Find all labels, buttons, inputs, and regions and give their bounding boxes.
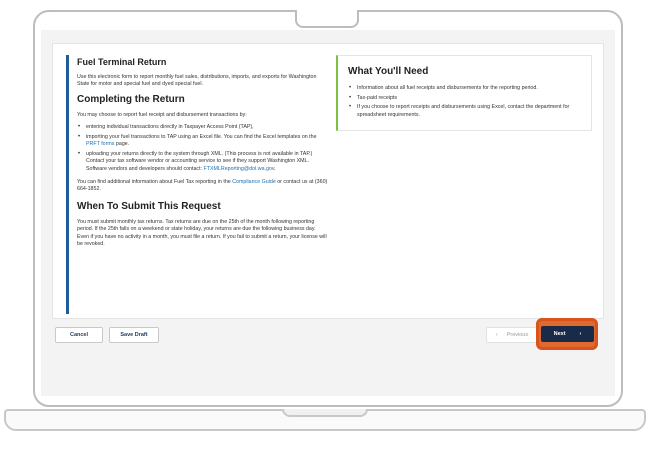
previous-button[interactable]	[486, 327, 538, 343]
form-card	[52, 43, 604, 319]
list-item	[77, 134, 328, 148]
previous-label: Previous	[506, 332, 529, 338]
needs-list	[348, 85, 591, 119]
cancel-button[interactable]: Cancel	[55, 327, 103, 343]
additional-info-text: You can find additional information about Fuel Tax reporting in the	[77, 178, 233, 185]
list-item-text: entering individual transactions directly in Taxpayer Access Point (TAP),	[86, 123, 254, 130]
compliance-guide-link[interactable]: Compliance Guide	[232, 178, 276, 185]
list-item: • Tax-paid receipts	[348, 95, 591, 102]
list-item: • Information about all fuel receipts and disbursements for the reporting period.	[348, 85, 591, 92]
submit-heading: When To Submit This Request	[77, 201, 221, 213]
needs-heading: What You'll Need	[348, 66, 429, 77]
intro-text: Use this electronic form to report monthly fuel sales, distributions, imports, and exports for Washington State for motor and special fuel and dyed special fuel.	[77, 74, 317, 88]
completing-intro: You may choose to report fuel receipt and disbursement transactions by:	[77, 112, 247, 119]
chevron-left-icon: ‹	[495, 332, 498, 338]
list-item-text: page.	[114, 141, 130, 148]
instructions-panel	[66, 55, 328, 314]
page-title: Fuel Terminal Return	[77, 57, 167, 67]
additional-info	[77, 179, 328, 193]
additional-info-text: or contact us at (360) 664-1852.	[77, 178, 328, 193]
what-youll-need-panel	[336, 55, 592, 131]
next-label: Next	[553, 331, 566, 337]
completing-heading: Completing the Return	[77, 94, 185, 106]
list-item-text: importing your fuel transactions to TAP using an Excel file. You can find the Excel templates on the	[86, 133, 317, 140]
submit-text: You must submit monthly tax returns. Tax returns are due on the 25th of the month following reporting period. If the 25th falls on a weekend or state holiday, your returns are due the following business day. Even if you have no activity in a month, you must file a return. If you fail to submit a return, your license will be revoked.	[77, 219, 327, 247]
list-item-text: uploading your returns directly to the system through XML. (This process is not available in TAP.) Contact your tax software vendor or accounting service to see if they support Washington XML. Software vendors and developers should contact:	[86, 151, 313, 172]
laptop-screen	[41, 30, 615, 396]
list-item	[77, 151, 328, 173]
next-button[interactable]	[541, 326, 594, 342]
prft-forms-link[interactable]: PRFT forms	[86, 141, 115, 148]
save-draft-button[interactable]: Save Draft	[109, 327, 159, 343]
form-footer	[52, 324, 604, 350]
laptop-base-notch	[282, 409, 368, 417]
chevron-right-icon: ›	[579, 331, 582, 337]
list-item	[77, 124, 328, 131]
list-item: • If you choose to report receipts and disbursements using Excel, contact the department for spreadsheet requirements.	[348, 104, 591, 118]
list-item-text: .	[274, 165, 276, 172]
reporting-options-list	[77, 124, 328, 173]
laptop-camera-notch	[295, 10, 359, 28]
xml-reporting-email-link[interactable]: FTXMLReporting@dol.wa.gov	[203, 165, 275, 172]
